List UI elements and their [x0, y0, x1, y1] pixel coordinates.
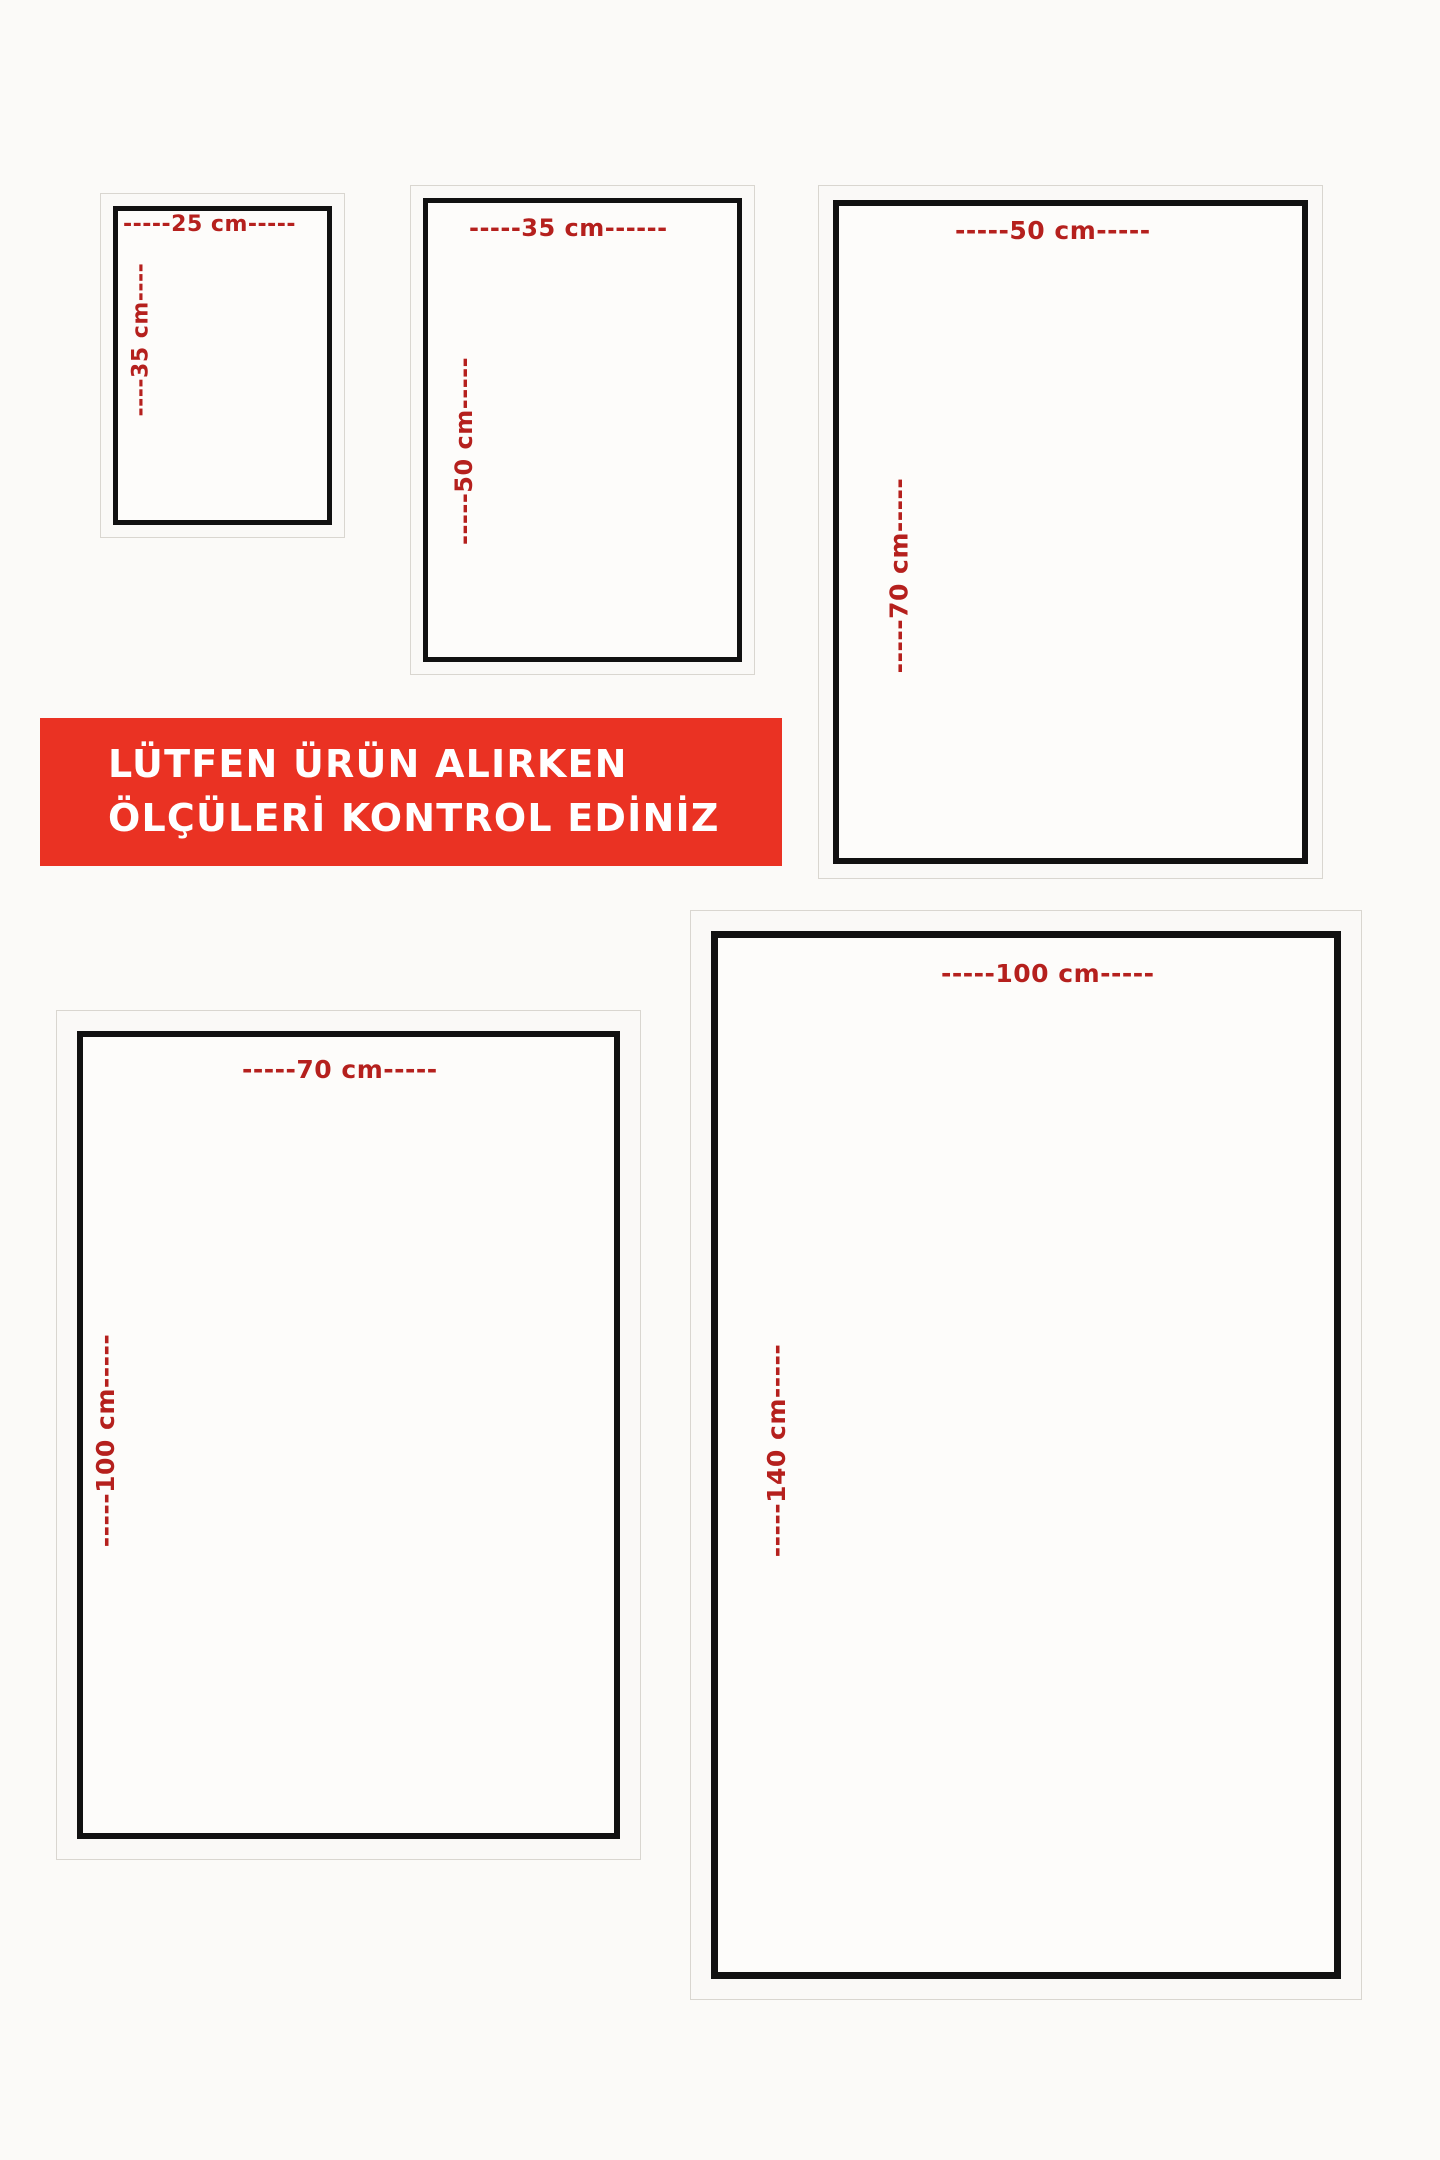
- frame-35x50-height-label: -----50 cm-----: [450, 356, 478, 545]
- frame-35x50: [410, 185, 755, 675]
- notice-line-1: LÜTFEN ÜRÜN ALIRKEN: [108, 742, 628, 787]
- frame-35x50-width-label: -----35 cm------: [469, 214, 668, 242]
- frame-70x100-width-label: -----70 cm-----: [242, 1055, 438, 1084]
- frame-100x140-inner-border: [711, 931, 1341, 1979]
- frame-70x100: [56, 1010, 641, 1860]
- frame-100x140-height-label: -----140 cm-----: [762, 1343, 791, 1558]
- frame-70x100-inner-border: [77, 1031, 620, 1839]
- frame-50x70-width-label: -----50 cm-----: [955, 216, 1151, 245]
- frame-70x100-height-label: -----100 cm-----: [91, 1333, 120, 1548]
- frame-25x35: [100, 193, 345, 538]
- size-check-notice: [40, 718, 782, 866]
- frame-25x35-height-label: ----35 cm----: [128, 262, 154, 417]
- frame-100x140: [690, 910, 1362, 2000]
- frame-25x35-width-label: -----25 cm-----: [123, 212, 297, 237]
- notice-line-2: ÖLÇÜLERİ KONTROL EDİNİZ: [108, 796, 720, 840]
- frame-50x70-height-label: -----70 cm-----: [884, 477, 914, 674]
- frame-100x140-width-label: -----100 cm-----: [941, 959, 1155, 988]
- frame-50x70: [818, 185, 1323, 879]
